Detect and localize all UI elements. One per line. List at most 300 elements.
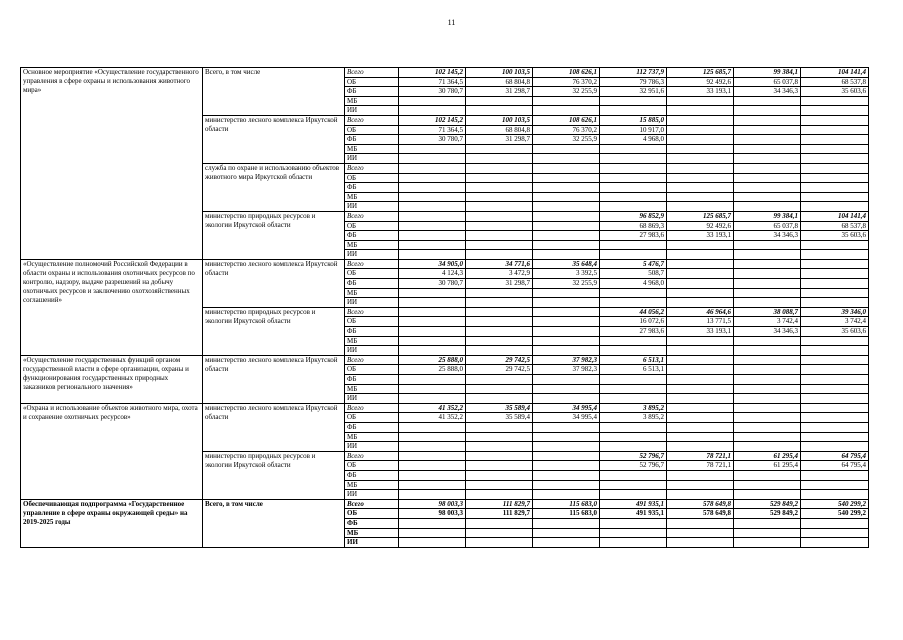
amount-cell: 34 771,6 [466,259,533,269]
funding-source: ФБ [345,135,399,145]
amount-cell: 64 795,4 [801,461,869,471]
amount-cell: 13 771,5 [667,317,734,327]
amount-cell [399,375,466,385]
amount-cell [466,106,533,116]
amount-cell: 529 849,2 [734,499,801,509]
amount-cell [801,192,869,202]
amount-cell [533,202,600,212]
amount-cell [600,336,667,346]
amount-cell [466,288,533,298]
amount-cell [734,403,801,413]
amount-cell [399,96,466,106]
amount-cell: 125 685,7 [667,68,734,78]
amount-cell [600,163,667,173]
amount-cell: 4 124,3 [399,269,466,279]
amount-cell: 29 742,5 [466,365,533,375]
amount-cell [801,394,869,404]
amount-cell [667,480,734,490]
amount-cell: 115 683,0 [533,509,600,519]
amount-cell [667,288,734,298]
amount-cell [667,269,734,279]
amount-cell [667,365,734,375]
funding-source: ИИ [345,490,399,500]
amount-cell: 35 648,4 [533,259,600,269]
funding-source: МБ [345,144,399,154]
amount-cell: 41 352,2 [399,403,466,413]
amount-cell [466,336,533,346]
amount-cell [801,403,869,413]
executor-name: министерство природных ресурсов и экологии Иркутской области [203,451,345,499]
amount-cell [600,96,667,106]
amount-cell [399,288,466,298]
amount-cell [734,413,801,423]
amount-cell [600,528,667,538]
amount-cell [533,480,600,490]
amount-cell [801,259,869,269]
amount-cell: 4 968,0 [600,135,667,145]
amount-cell [600,470,667,480]
amount-cell [667,259,734,269]
amount-cell [801,432,869,442]
amount-cell [466,384,533,394]
amount-cell [533,96,600,106]
amount-cell [399,518,466,528]
amount-cell [600,346,667,356]
amount-cell [667,125,734,135]
amount-cell [600,442,667,452]
amount-cell: 99 384,1 [734,68,801,78]
amount-cell: 3 392,5 [533,269,600,279]
amount-cell: 27 983,6 [600,231,667,241]
amount-cell [667,346,734,356]
amount-cell [801,96,869,106]
funding-source: ИИ [345,202,399,212]
amount-cell [801,288,869,298]
amount-cell: 100 103,5 [466,115,533,125]
amount-cell: 35 603,6 [801,327,869,337]
amount-cell: 34 346,3 [734,231,801,241]
amount-cell [600,106,667,116]
amount-cell [600,240,667,250]
funding-source: ФБ [345,327,399,337]
executor-name: служба по охране и использованию объектов животного мира Иркутской области [203,163,345,211]
amount-cell [466,327,533,337]
amount-cell [466,173,533,183]
amount-cell [533,317,600,327]
amount-cell [734,154,801,164]
amount-cell [399,451,466,461]
amount-cell: 529 849,2 [734,509,801,519]
amount-cell: 96 852,9 [600,211,667,221]
amount-cell [600,422,667,432]
amount-cell [600,202,667,212]
amount-cell: 112 737,9 [600,68,667,78]
amount-cell [667,135,734,145]
amount-cell: 33 193,1 [667,231,734,241]
amount-cell: 35 589,4 [466,403,533,413]
amount-cell [801,144,869,154]
amount-cell [399,307,466,317]
amount-cell [667,192,734,202]
amount-cell [734,298,801,308]
amount-cell [734,528,801,538]
amount-cell [600,250,667,260]
amount-cell [533,250,600,260]
funding-source: МБ [345,528,399,538]
amount-cell [533,307,600,317]
amount-cell [466,470,533,480]
amount-cell [801,279,869,289]
amount-cell [801,106,869,116]
executor-name: министерство лесного комплекса Иркутской области [203,259,345,307]
amount-cell: 3 742,4 [734,317,801,327]
amount-cell [734,106,801,116]
amount-cell [533,490,600,500]
amount-cell [734,384,801,394]
amount-cell [801,365,869,375]
amount-cell [466,518,533,528]
amount-cell: 104 141,4 [801,68,869,78]
amount-cell [734,125,801,135]
amount-cell [667,163,734,173]
amount-cell [399,183,466,193]
amount-cell [533,461,600,471]
funding-source: МБ [345,432,399,442]
amount-cell [533,451,600,461]
amount-cell: 27 983,6 [600,327,667,337]
amount-cell: 41 352,2 [399,413,466,423]
amount-cell [399,202,466,212]
amount-cell [801,422,869,432]
amount-cell: 68 869,3 [600,221,667,231]
amount-cell [466,154,533,164]
amount-cell [667,355,734,365]
amount-cell [466,422,533,432]
amount-cell: 61 295,4 [734,461,801,471]
amount-cell [801,298,869,308]
amount-cell: 64 795,4 [801,451,869,461]
amount-cell [734,490,801,500]
funding-source: Всего [345,68,399,78]
amount-cell [600,490,667,500]
amount-cell [667,96,734,106]
amount-cell [466,250,533,260]
funding-source: ИИ [345,394,399,404]
amount-cell [399,432,466,442]
amount-cell: 31 298,7 [466,87,533,97]
amount-cell [600,288,667,298]
amount-cell: 15 885,0 [600,115,667,125]
amount-cell [466,144,533,154]
amount-cell [600,183,667,193]
amount-cell [533,422,600,432]
amount-cell [734,346,801,356]
amount-cell: 3 472,9 [466,269,533,279]
amount-cell [533,346,600,356]
amount-cell: 34 346,3 [734,87,801,97]
amount-cell: 102 145,2 [399,68,466,78]
amount-cell: 34 995,4 [533,413,600,423]
amount-cell: 76 370,2 [533,125,600,135]
amount-cell: 71 364,5 [399,125,466,135]
amount-cell [600,432,667,442]
activity-description: «Охрана и использование объектов животного мира, охота и сохранение охотничьих ресурсов» [21,403,203,499]
amount-cell: 102 145,2 [399,115,466,125]
funding-source: ИИ [345,346,399,356]
amount-cell [801,413,869,423]
funding-source: МБ [345,240,399,250]
amount-cell [466,202,533,212]
amount-cell: 31 298,7 [466,279,533,289]
amount-cell [533,173,600,183]
amount-cell [533,375,600,385]
amount-cell [533,192,600,202]
amount-cell [734,144,801,154]
funding-source: ФБ [345,375,399,385]
amount-cell [466,432,533,442]
amount-cell [801,528,869,538]
amount-cell: 16 072,6 [600,317,667,327]
executor-name: министерство лесного комплекса Иркутской области [203,115,345,163]
amount-cell [600,518,667,528]
amount-cell [466,394,533,404]
amount-cell [399,173,466,183]
amount-cell [533,336,600,346]
amount-cell: 32 255,9 [533,135,600,145]
amount-cell [667,490,734,500]
amount-cell: 39 346,0 [801,307,869,317]
amount-cell [533,221,600,231]
amount-cell [734,336,801,346]
amount-cell [801,346,869,356]
amount-cell [600,538,667,548]
amount-cell: 108 626,1 [533,68,600,78]
amount-cell: 32 255,9 [533,87,600,97]
amount-cell [466,240,533,250]
amount-cell [600,394,667,404]
amount-cell: 4 968,0 [600,279,667,289]
amount-cell [466,538,533,548]
funding-source: ФБ [345,422,399,432]
amount-cell [466,442,533,452]
amount-cell [667,250,734,260]
funding-source: ИИ [345,442,399,452]
amount-cell [399,480,466,490]
amount-cell [600,144,667,154]
amount-cell [667,154,734,164]
amount-cell [533,211,600,221]
amount-cell: 25 888,0 [399,355,466,365]
amount-cell [399,538,466,548]
amount-cell [667,384,734,394]
amount-cell [801,480,869,490]
amount-cell [667,403,734,413]
amount-cell [667,240,734,250]
amount-cell: 3 895,2 [600,403,667,413]
amount-cell: 111 829,7 [466,509,533,519]
amount-cell: 44 056,2 [600,307,667,317]
funding-source: МБ [345,336,399,346]
amount-cell: 65 037,8 [734,77,801,87]
amount-cell [533,106,600,116]
amount-cell [533,384,600,394]
amount-cell [399,470,466,480]
amount-cell: 33 193,1 [667,87,734,97]
amount-cell: 125 685,7 [667,211,734,221]
amount-cell: 34 346,3 [734,327,801,337]
amount-cell: 31 298,7 [466,135,533,145]
amount-cell [667,336,734,346]
funding-source: ИИ [345,154,399,164]
funding-source: Всего [345,259,399,269]
amount-cell [399,384,466,394]
amount-cell: 65 037,8 [734,221,801,231]
executor-name: министерство лесного комплекса Иркутской области [203,355,345,403]
funding-source: ОБ [345,221,399,231]
amount-cell [734,202,801,212]
funding-source: МБ [345,96,399,106]
amount-cell: 37 982,3 [533,365,600,375]
amount-cell: 35 589,4 [466,413,533,423]
funding-source: МБ [345,384,399,394]
amount-cell [533,528,600,538]
amount-cell [667,432,734,442]
amount-cell [667,279,734,289]
amount-cell [734,96,801,106]
amount-cell [466,221,533,231]
amount-cell [533,442,600,452]
amount-cell [734,365,801,375]
amount-cell: 29 742,5 [466,355,533,365]
amount-cell [801,163,869,173]
amount-cell [734,259,801,269]
activity-description: Обеспечивающая подпрограмма «Государственное управление в сфере охраны окружающей среды» на 2019-2025 годы [21,499,203,547]
amount-cell [533,432,600,442]
amount-cell [399,154,466,164]
amount-cell [734,480,801,490]
amount-cell [801,375,869,385]
amount-cell: 10 917,0 [600,125,667,135]
amount-cell [399,317,466,327]
amount-cell: 46 964,6 [667,307,734,317]
funding-source: Всего [345,115,399,125]
amount-cell: 68 537,8 [801,221,869,231]
amount-cell: 76 370,2 [533,77,600,87]
amount-cell [734,375,801,385]
funding-source: МБ [345,192,399,202]
executor-name: министерство природных ресурсов и экологии Иркутской области [203,211,345,259]
amount-cell [801,135,869,145]
amount-cell: 92 492,6 [667,221,734,231]
amount-cell [399,442,466,452]
amount-cell [801,115,869,125]
amount-cell [399,298,466,308]
amount-cell [801,538,869,548]
amount-cell: 35 603,6 [801,87,869,97]
amount-cell: 78 721,1 [667,451,734,461]
amount-cell: 30 780,7 [399,279,466,289]
amount-cell [533,183,600,193]
amount-cell: 98 003,3 [399,499,466,509]
amount-cell [399,327,466,337]
amount-cell [533,470,600,480]
amount-cell: 3 742,4 [801,317,869,327]
amount-cell: 578 649,8 [667,499,734,509]
amount-cell [667,173,734,183]
amount-cell [734,163,801,173]
amount-cell: 6 513,1 [600,355,667,365]
amount-cell [801,269,869,279]
amount-cell [399,211,466,221]
funding-source: ОБ [345,125,399,135]
amount-cell [399,221,466,231]
amount-cell [466,298,533,308]
amount-cell: 108 626,1 [533,115,600,125]
amount-cell: 30 780,7 [399,135,466,145]
executor-name: министерство лесного комплекса Иркутской области [203,403,345,451]
amount-cell [466,461,533,471]
amount-cell [533,144,600,154]
amount-cell [667,298,734,308]
funding-source: ИИ [345,106,399,116]
amount-cell [399,422,466,432]
amount-cell [801,518,869,528]
table-row [21,68,869,78]
amount-cell [734,442,801,452]
amount-cell: 115 683,0 [533,499,600,509]
amount-cell [466,346,533,356]
amount-cell [734,279,801,289]
amount-cell [533,240,600,250]
amount-cell [667,528,734,538]
amount-cell [399,192,466,202]
funding-source: ФБ [345,231,399,241]
amount-cell [399,336,466,346]
amount-cell [667,375,734,385]
amount-cell: 491 935,1 [600,499,667,509]
executor-name: Всего, в том числе [203,499,345,547]
amount-cell [466,490,533,500]
amount-cell [667,413,734,423]
amount-cell: 32 951,6 [600,87,667,97]
amount-cell: 33 193,1 [667,327,734,337]
amount-cell [734,355,801,365]
executor-name: министерство природных ресурсов и экологии Иркутской области [203,307,345,355]
amount-cell [734,173,801,183]
amount-cell [667,202,734,212]
funding-source: Всего [345,163,399,173]
funding-source: ОБ [345,77,399,87]
amount-cell [734,192,801,202]
amount-cell [734,422,801,432]
activity-description: «Осуществление полномочий Российской Федерации в области охраны и использования охотничьих ресурсов по контролю, надзору, выдаче разрешений на добычу охотничьих ресурсов и заключению охотхозяйственных соглашений» [21,259,203,355]
amount-cell [533,394,600,404]
amount-cell [667,470,734,480]
funding-source: ФБ [345,87,399,97]
amount-cell [399,106,466,116]
amount-cell: 540 299,2 [801,499,869,509]
amount-cell [801,470,869,480]
amount-cell [600,154,667,164]
amount-cell: 71 364,5 [399,77,466,87]
amount-cell: 68 804,8 [466,77,533,87]
funding-source: ИИ [345,298,399,308]
amount-cell: 98 003,3 [399,509,466,519]
amount-cell [600,173,667,183]
amount-cell [734,288,801,298]
amount-cell [801,240,869,250]
amount-cell [801,355,869,365]
